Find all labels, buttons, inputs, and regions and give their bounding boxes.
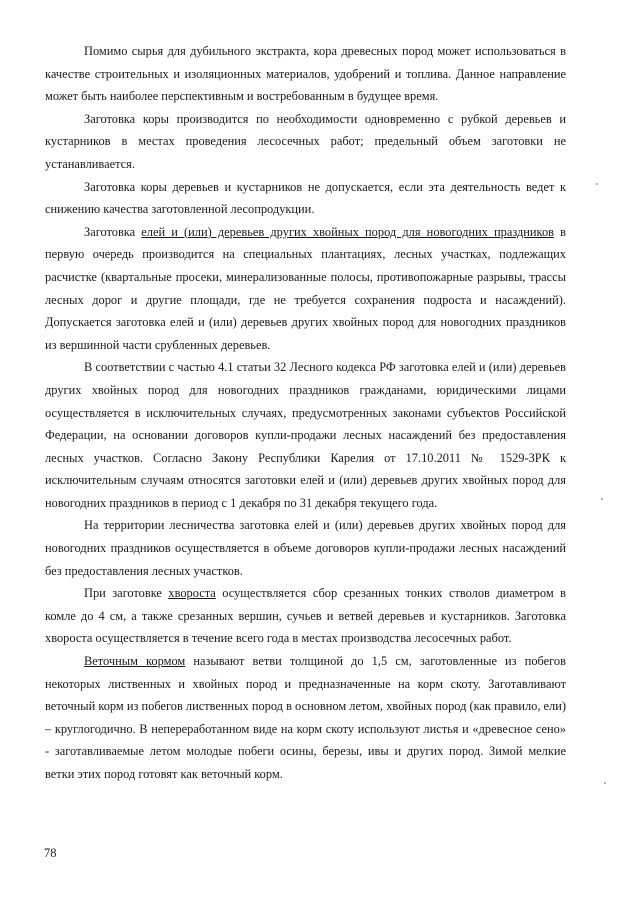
paragraph-forestry-territory <box>45 514 566 582</box>
paragraph-bark-restriction <box>45 176 566 221</box>
scan-speck <box>604 782 606 784</box>
text-segment: Заготовка коры производится по необходимости одновременно с рубкой деревьев и кустарников в местах проведения лесосечных работ; предельный объем заготовки не устанавливается. <box>45 111 566 171</box>
text-segment: осуществляется сбор срезанных тонких стволов диаметром в комле до 4 см, а также срезанных вершин, сучьев и ветвей деревьев и кустарников. Заготовка хвороста осуществляется в течение всего года в местах производства лесосечных работ. <box>45 586 566 646</box>
text-segment: При заготовке <box>84 586 169 601</box>
page-number: 78 <box>44 846 57 860</box>
underlined-term-brushwood: хвороста <box>168 586 216 601</box>
underlined-term-twig-fodder: Веточным кормом <box>84 654 186 669</box>
paragraph-brushwood <box>45 582 566 650</box>
text-segment: Помимо сырья для дубильного экстракта, кора древесных пород может использоваться в качестве строительных и изоляционных материалов, удобрений и топлива. Данное направление может быть наиболее перспективным и востребованным в будущее время. <box>45 44 566 104</box>
text-segment: Заготовка коры деревьев и кустарников не допускается, если эта деятельность ведет к снижению качества заготовленной лесопродукции. <box>45 179 566 217</box>
paragraph-conifers <box>45 221 566 357</box>
scan-speck <box>596 183 598 185</box>
text-segment: На территории лесничества заготовка елей и (или) деревьев других хвойных пород для новогодних праздников осуществляется в объеме договоров купли-продажи лесных насаждений без предоставления лесных участков. <box>45 518 566 578</box>
text-segment: в первую очередь производится на специальных плантациях, лесных участках, подлежащих расчистке (квартальные просеки, минерализованные полосы, противопожарные разрывы, трассы лесных дорог и другие площади, где не требуется сохранения подроста и насаждений). Допускается заготовка елей и (или) деревьев других хвойных пород для новогодних праздников из вершинной части срубленных деревьев. <box>45 224 566 352</box>
text-segment: называют ветви толщиной до 1,5 см, заготовленные из побегов некоторых лиственных и хвойных пород и предназначенные на корм скоту. Заготавливают веточный корм из побегов лиственных пород в основном летом, хвойных пород (как правило, ели) – круглогодично. В непереработанном виде на корм скоту используют листья и «древесное сено» - заготавливаемые летом молодые побеги осины, березы, ивы и других пород. Зимой мелкие ветки этих пород готовят как веточный корм. <box>45 654 566 781</box>
underlined-term-conifers: елей и (или) деревьев других хвойных пород для новогодних праздников <box>141 224 554 239</box>
text-segment: Заготовка <box>84 224 142 239</box>
paragraph-forest-code <box>45 356 566 514</box>
scan-speck <box>601 498 603 500</box>
paragraph-twig-fodder <box>45 650 566 786</box>
paragraph-bark-harvest <box>45 108 566 176</box>
body-text <box>45 40 566 786</box>
text-segment: В соответствии с частью 4.1 статьи 32 Лесного кодекса РФ заготовка елей и (или) деревьев других хвойных пород для новогодних праздников гражданами, юридическими лицами осуществляется в исключительных случаях, предусмотренных законами субъектов Российской Федерации, на основании договоров купли-продажи лесных насаждений без предоставления лесных участков. Согласно Закону Республики Карелия от 17.10.2011 № 1529-ЗРК к исключительным случаям относятся заготовки елей и (или) деревьев других хвойных пород для новогодних праздников в период с 1 декабря по 31 декабря текущего года. <box>45 360 566 510</box>
paragraph-bark-uses <box>45 40 566 108</box>
